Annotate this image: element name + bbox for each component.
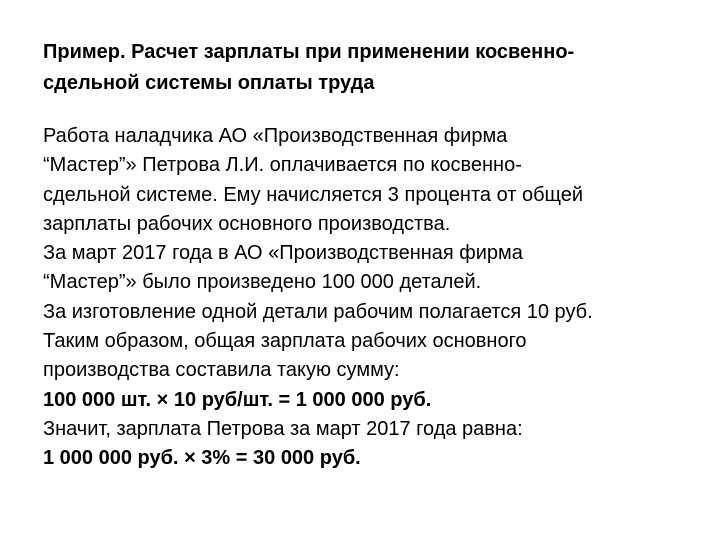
- body-line: “Мастер”» было произведено 100 000 деталей.: [43, 271, 482, 294]
- body-line: За март 2017 года в АО «Производственная фирма: [43, 242, 523, 265]
- body-line: сдельной системе. Ему начисляется 3 процента от общей: [43, 183, 584, 206]
- body-line: За изготовление одной детали рабочим полагается 10 руб.: [43, 300, 593, 323]
- title-line-2: сдельной системы оплаты труда: [43, 72, 375, 94]
- slide-title: [43, 37, 693, 99]
- body-line: Таким образом, общая зарплата рабочих основного: [43, 330, 527, 353]
- calculation-total-wages: 100 000 шт. × 10 руб/шт. = 1 000 000 руб.: [43, 388, 432, 411]
- slide-body-text: [43, 122, 703, 474]
- body-line: зарплаты рабочих основного производства.: [43, 212, 451, 235]
- title-line-1: Пример. Расчет зарплаты при применении косвенно-: [43, 41, 575, 63]
- body-line: Работа наладчика АО «Производственная фирма: [43, 125, 508, 147]
- body-line: производства составила такую сумму:: [43, 359, 400, 382]
- body-line: Значит, зарплата Петрова за март 2017 года равна:: [43, 417, 523, 440]
- calculation-petrov-wage: 1 000 000 руб. × 3% = 30 000 руб.: [43, 447, 361, 470]
- body-line: “Мастер”» Петрова Л.И. оплачивается по косвенно-: [43, 154, 522, 177]
